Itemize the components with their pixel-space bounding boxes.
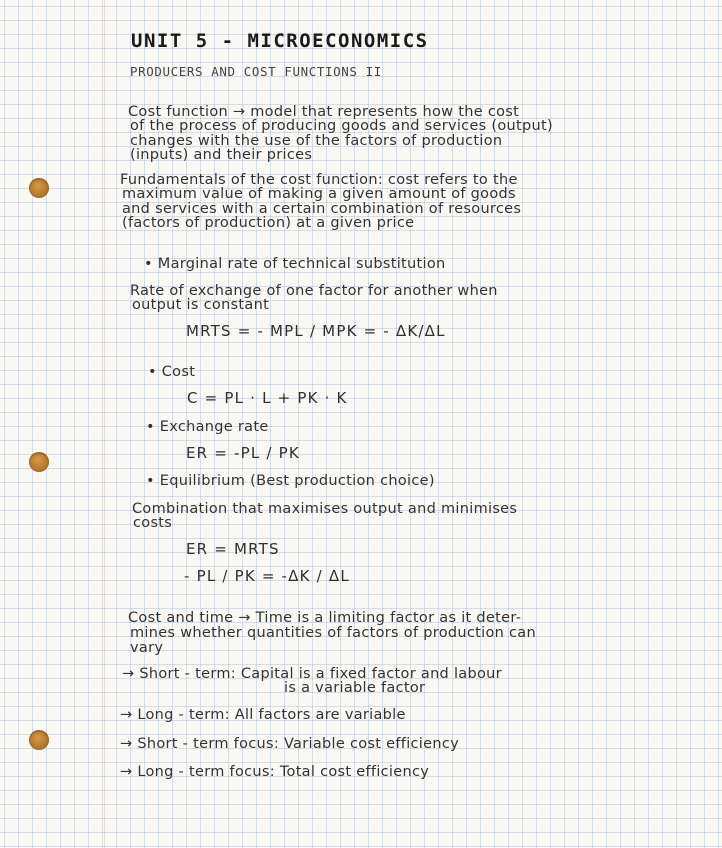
text-line: → Short - term focus: Variable cost efficiency <box>120 736 459 752</box>
text-line: and services with a certain combination of resources <box>122 201 522 217</box>
text-line: Cost function → model that represents how the cost <box>128 104 520 120</box>
bullet-mrts: • Marginal rate of technical substitution <box>144 256 446 272</box>
formula-equilibrium-2: - PL / PK = -ΔK / ΔL <box>184 567 350 585</box>
page-title: UNIT 5 - MICROECONOMICS <box>131 30 429 52</box>
margin-line <box>104 0 105 848</box>
text-line: changes with the use of the factors of production <box>130 133 503 149</box>
text-line: mines whether quantities of factors of production can <box>130 625 536 641</box>
binder-hole <box>29 452 49 472</box>
formula-equilibrium-1: ER = MRTS <box>186 540 280 558</box>
text-line: Fundamentals of the cost function: cost refers to the <box>120 172 518 188</box>
text-line: vary <box>130 640 164 656</box>
text-line: maximum value of making a given amount of goods <box>122 186 516 202</box>
formula-mrts: MRTS = - MPL / MPK = - ΔK/ΔL <box>186 322 446 340</box>
text-line: is a variable factor <box>284 680 426 696</box>
bullet-equilibrium: • Equilibrium (Best production choice) <box>146 473 435 489</box>
text-line: → Short - term: Capital is a fixed factor and labour <box>122 666 502 682</box>
text-line: output is constant <box>132 297 270 313</box>
text-line: Cost and time → Time is a limiting factor as it deter- <box>128 610 522 626</box>
page-subtitle: PRODUCERS AND COST FUNCTIONS II <box>130 64 382 79</box>
text-line: Rate of exchange of one factor for another when <box>130 283 498 299</box>
text-line: → Long - term: All factors are variable <box>120 707 406 723</box>
text-line: of the process of producing goods and services (output) <box>130 118 553 134</box>
bullet-cost: • Cost <box>148 364 196 380</box>
binder-hole <box>29 730 49 750</box>
text-line: → Long - term focus: Total cost efficiency <box>120 764 430 780</box>
text-line: costs <box>133 515 173 531</box>
binder-hole <box>29 178 49 198</box>
text-line: Combination that maximises output and minimises <box>132 501 518 517</box>
bullet-exchange-rate: • Exchange rate <box>146 419 269 435</box>
text-line: (factors of production) at a given price <box>122 215 415 231</box>
formula-exchange-rate: ER = -PL / PK <box>186 444 300 462</box>
text-line: (inputs) and their prices <box>130 147 313 163</box>
formula-cost: C = PL · L + PK · K <box>187 389 348 407</box>
